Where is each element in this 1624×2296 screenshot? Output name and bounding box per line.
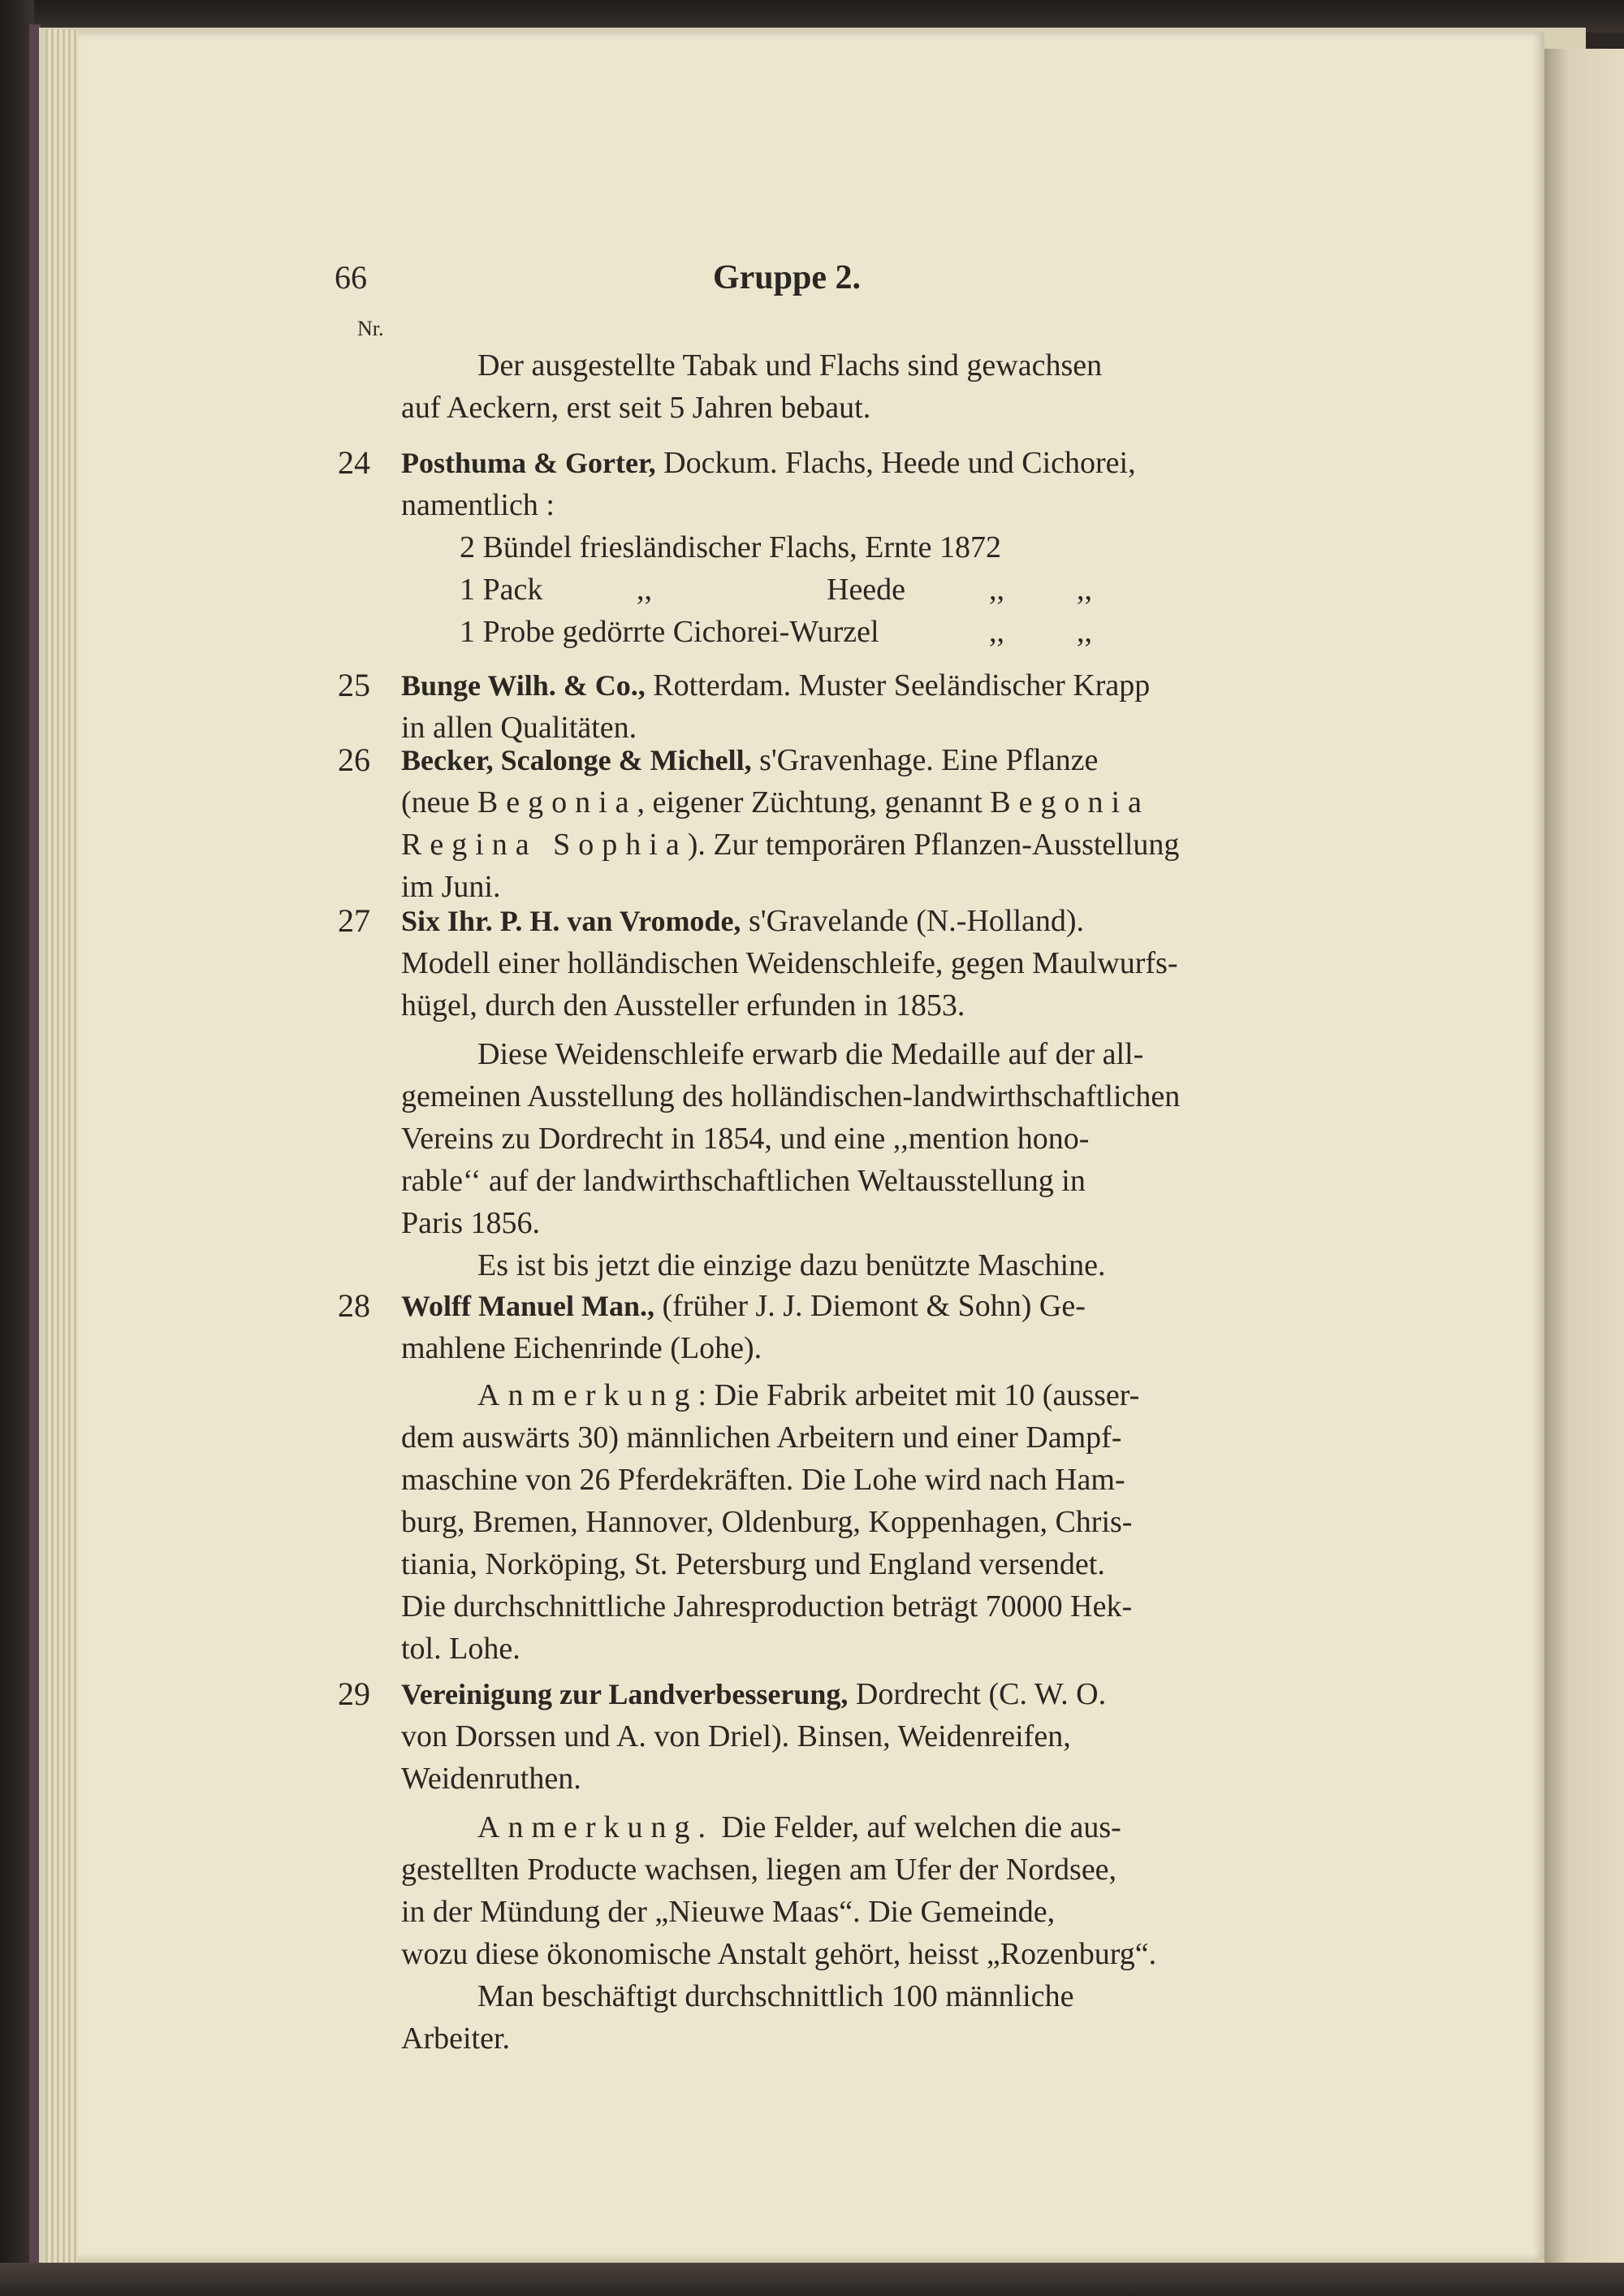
entry-29-line-2: von Dorssen und A. von Driel). Binsen, Weidenreifen, bbox=[401, 1719, 1071, 1753]
entry-number-25: 25 bbox=[338, 667, 370, 703]
exhibitor-name: Bunge Wilh. & Co., bbox=[401, 669, 646, 702]
plant-name: Regina Sophia bbox=[401, 828, 688, 862]
page-number: 66 bbox=[335, 259, 367, 296]
entry-24-line-1 bbox=[401, 445, 1136, 481]
entry-number-26: 26 bbox=[338, 742, 370, 778]
entry-28-note-6: Die durchschnittliche Jahresproduction beträgt 70000 Hek- bbox=[401, 1589, 1133, 1624]
entry-27-para-5: Paris 1856. bbox=[401, 1206, 540, 1240]
entry-24-line-2: namentlich : bbox=[401, 488, 555, 522]
exhibitor-name: Wolff Manuel Man., bbox=[401, 1290, 654, 1322]
entry-28-note-7: tol. Lohe. bbox=[401, 1632, 520, 1666]
entry-29-text: Dordrecht (C. W. O. bbox=[848, 1677, 1107, 1711]
entry-27-line-2: Modell einer holländischen Weidenschleife, gegen Maulwurfs- bbox=[401, 946, 1178, 980]
entry-24-text: Dockum. Flachs, Heede und Cichorei, bbox=[655, 446, 1136, 480]
entry-number-24: 24 bbox=[338, 444, 370, 481]
entry-29-line-3: Weidenruthen. bbox=[401, 1762, 581, 1796]
entry-number-27: 27 bbox=[338, 902, 370, 939]
plant-name: Begonia bbox=[990, 785, 1150, 819]
entry-26-text: (neue bbox=[401, 785, 477, 819]
group-title: Gruppe 2. bbox=[713, 259, 862, 296]
note-label: Anmerkung. bbox=[477, 1810, 715, 1844]
entry-28-note-1 bbox=[477, 1377, 1139, 1413]
entry-24-item-2 bbox=[460, 572, 1092, 608]
entry-27-para-2: gemeinen Ausstellung des holländischen-landwirthschaftlichen bbox=[401, 1079, 1181, 1113]
entry-29-note-1 bbox=[477, 1810, 1121, 1845]
entry-28-text: (früher J. J. Diemont & Sohn) Ge- bbox=[654, 1289, 1086, 1323]
note-label: Anmerkung bbox=[477, 1378, 698, 1412]
intro-line-1: Der ausgestellte Tabak und Flachs sind gewachsen bbox=[477, 348, 1103, 383]
entry-29-note-4: wozu diese ökonomische Anstalt gehört, heisst „Rozenburg“. bbox=[401, 1937, 1157, 1971]
entry-26-line-1 bbox=[401, 742, 1098, 778]
entry-27-text: s'Gravelande (N.-Holland). bbox=[741, 904, 1085, 938]
entry-27-para-4: rable‘‘ auf der landwirthschaftlichen Weltausstellung in bbox=[401, 1164, 1086, 1198]
ditto-mark: ,, bbox=[989, 615, 1004, 649]
entry-29-line-1 bbox=[401, 1676, 1106, 1712]
entry-29-note-2: gestellten Producte wachsen, liegen am Ufer der Nordsee, bbox=[401, 1853, 1117, 1887]
exhibitor-name: Becker, Scalonge & Michell, bbox=[401, 744, 752, 776]
exhibitor-name: Posthuma & Gorter, bbox=[401, 447, 656, 479]
ditto-mark: ,, bbox=[1077, 573, 1092, 607]
entry-24-item-3 bbox=[460, 614, 1092, 650]
entry-27-line-1 bbox=[401, 903, 1084, 939]
entry-26-line-3 bbox=[401, 827, 1179, 863]
entry-28-note-5: tiania, Norköping, St. Petersburg und England versendet. bbox=[401, 1547, 1105, 1581]
entry-29-text: Die Felder, auf welchen die aus- bbox=[714, 1810, 1121, 1844]
entry-28-text: : Die Fabrik arbeitet mit 10 (ausser- bbox=[698, 1378, 1140, 1412]
item-text: Heede bbox=[827, 573, 906, 607]
entry-26-text: , eigener Züchtung, genannt bbox=[637, 785, 991, 819]
entry-26-line-4: im Juni. bbox=[401, 870, 501, 904]
ditto-mark: ,, bbox=[1077, 615, 1092, 649]
entry-26-line-2 bbox=[401, 785, 1150, 820]
entry-29-note-6: Arbeiter. bbox=[401, 2021, 511, 2056]
nr-column-label: Nr. bbox=[357, 317, 384, 340]
item-text: 1 Probe gedörrte Cichorei-Wurzel bbox=[460, 615, 879, 649]
entry-number-28: 28 bbox=[338, 1287, 370, 1324]
entry-28-line-2: mahlene Eichenrinde (Lohe). bbox=[401, 1331, 762, 1365]
intro-line-2: auf Aeckern, erst seit 5 Jahren bebaut. bbox=[401, 391, 871, 425]
entry-27-para-6: Es ist bis jetzt die einzige dazu benützte Maschine. bbox=[477, 1248, 1106, 1282]
entry-27-para-3: Vereins zu Dordrecht in 1854, und eine ,,mention hono- bbox=[401, 1122, 1090, 1156]
entry-27-line-3: hügel, durch den Aussteller erfunden in 1853. bbox=[401, 988, 965, 1023]
entry-28-line-1 bbox=[401, 1288, 1086, 1324]
entry-28-note-4: burg, Bremen, Hannover, Oldenburg, Koppenhagen, Chris- bbox=[401, 1505, 1133, 1539]
entry-26-text: ). Zur temporären Pflanzen-Ausstellung bbox=[687, 828, 1180, 862]
entry-27-para-1: Diese Weidenschleife erwarb die Medaille auf der all- bbox=[477, 1037, 1144, 1071]
entry-29-note-5: Man beschäftigt durchschnittlich 100 männliche bbox=[477, 1979, 1074, 2013]
ditto-mark: ,, bbox=[989, 573, 1004, 607]
entry-25-line-2: in allen Qualitäten. bbox=[401, 711, 637, 745]
plant-name: Begonia bbox=[477, 785, 637, 819]
entry-24-item-1: 2 Bündel friesländischer Flachs, Ernte 1872 bbox=[460, 530, 1001, 564]
item-text: 1 Pack bbox=[460, 573, 543, 607]
entry-28-note-2: dem auswärts 30) männlichen Arbeitern und einer Dampf- bbox=[401, 1420, 1122, 1455]
entry-25-text: Rotterdam. Muster Seeländischer Krapp bbox=[645, 668, 1151, 703]
entry-28-note-3: maschine von 26 Pferdekräften. Die Lohe wird nach Ham- bbox=[401, 1463, 1125, 1497]
entry-29-note-3: in der Mündung der „Nieuwe Maas“. Die Gemeinde, bbox=[401, 1895, 1056, 1929]
entry-25-line-1 bbox=[401, 668, 1150, 703]
exhibitor-name: Vereinigung zur Landverbesserung, bbox=[401, 1678, 849, 1710]
ditto-mark: ,, bbox=[637, 573, 652, 607]
entry-26-text: s'Gravenhage. Eine Pflanze bbox=[751, 743, 1099, 777]
exhibitor-name: Six Ihr. P. H. van Vromode, bbox=[401, 905, 741, 937]
entry-number-29: 29 bbox=[338, 1676, 370, 1712]
running-head bbox=[335, 258, 1293, 307]
